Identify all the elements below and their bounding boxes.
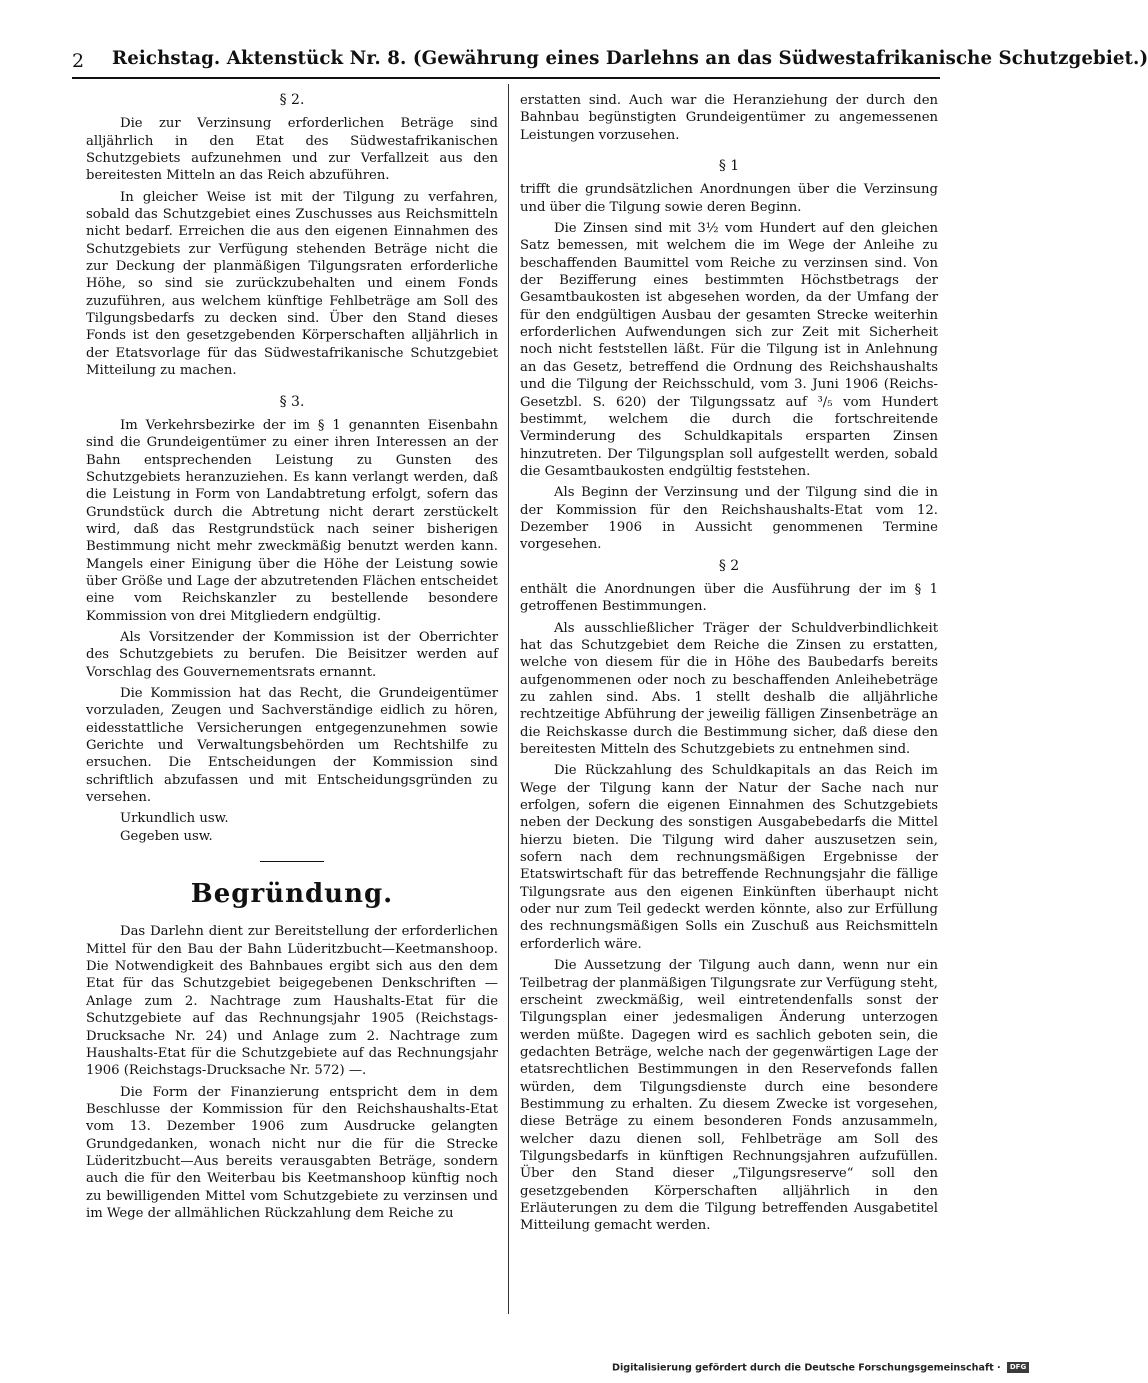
header-rule	[72, 77, 940, 79]
paragraph: Die Form der Finanzierung entspricht dem in dem Beschlusse der Kommission für den Reichshaushalts-Etat vom 13. Dezember 1906 zum Ausdrucke gelangten Grundgedanken, wonach nicht nur die für die Strecke Lüderitzbucht—Aus bereits verausgabten Beträge, sondern auch die für den Weiterbau bis Keetmanshoop künftig noch zu bewilligenden Mittel vom Schutzgebiete zu verzinsen und im Wege der allmählichen Rückzahlung dem Reiche zu	[86, 1084, 498, 1221]
section-title-begruendung: Begründung.	[190, 879, 394, 910]
paragraph: Die Rückzahlung des Schuldkapitals an das Reich im Wege der Tilgung kann der Natur der Sache nach nur erfolgen, sofern die eigenen Einnahmen des Schutzgebiets neben der Deckung des sonstigen Ausgabebedarfs die Mittel hierzu bieten. Die Tilgung wird daher auszusetzen sein, sofern nach dem rechnungsmäßigen Ergebnisse der Etatswirtschaft für das betreffende Rechnungsjahr die fällige Tilgungsrate aus den eigenen Einkünften überhaupt nicht oder nur zum Teil gedeckt werden könnte, also zur Erfüllung des rechnungsmäßigen Solls ein Zuschuß aus Reichsmitteln erforderlich wäre.	[520, 763, 938, 952]
paragraph: Als ausschließlicher Träger der Schuldverbindlichkeit hat das Schutzgebiet dem Reiche die Zinsen zu erstatten, welche von diesem für die in Höhe des Baubedarfs bereits aufgenommenen oder noch zu beschaffenden Anleihebeträge zu zahlen sind. Abs. 1 stellt deshalb die alljährliche rechtzeitige Abführung der jeweilig fälligen Zinsenbeträge an die Reichskasse durch die Bestimmung sicher, daß diese den bereitesten Mitteln des Schutzgebiets zu entnehmen sind.	[520, 620, 938, 758]
paragraph: trifft die grundsätzlichen Anordnungen über die Verzinsung und über die Tilgung sowie deren Beginn.	[520, 182, 938, 215]
paragraph: Die Zinsen sind mit 3½ vom Hundert auf den gleichen Satz bemessen, mit welchem die im Wege der Anleihe zu beschaffenden Baumittel vom Reiche zu verzinsen sind. Von der Bezifferung eines bestimmten Höchstbetrags der Gesamtbaukosten ist abgesehen worden, da der Umfang der für den endgültigen Ausbau der gesamten Strecke weiterhin erforderlichen Aufwendungen sich zur Zeit mit Sicherheit noch nicht feststellen läßt. Für die Tilgung ist in Anlehnung an das Gesetz, betreffend die Ordnung des Reichshaushalts und die Tilgung der Reichsschuld, vom 3. Juni 1906 (Reichs-Gesetzbl. S. 620) der Tilgungssatz auf ³/₅ vom Hundert bestimmt, welchem die durch die fortschreitende Verminderung des Schuldkapitals ersparten Zinsen hinzutreten. Der Tilgungsplan soll aufgestellt werden, sobald die Gesamtbaukosten endgültig feststehen.	[520, 221, 938, 479]
paragraph: In gleicher Weise ist mit der Tilgung zu verfahren, sobald das Schutzgebiet eines Zuschusses aus Reichsmitteln nicht bedarf. Erreichen die aus den eigenen Einnahmen des Schutzgebiets zur Verfügung stehenden Beträge nicht die zur Deckung der planmäßigen Tilgungsraten erforderliche Höhe, so sind sie zurückzubehalten und einem Fonds zuzuführen, aus welchem künftige Fehlbeträge am Soll des Tilgungsbedarfs zu decken sind. Über den Stand dieses Fonds ist den gesetzgebenden Körperschaften alljährlich in der Etatsvorlage für das Südwestafrikanische Schutzgebiet Mitteilung zu machen.	[86, 189, 498, 379]
column-divider	[508, 84, 509, 1314]
footer-credit	[612, 1362, 1027, 1376]
closing-line: Gegeben usw.	[120, 828, 213, 844]
section-heading-s2-right: § 2	[718, 557, 740, 574]
paragraph: Im Verkehrsbezirke der im § 1 genannten Eisenbahn sind die Grundeigentümer zu einer ihren Interessen an der Bahn entsprechenden Leistung zu Gunsten des Schutzgebiets heranzuziehen. Es kann verlangt werden, daß die Leistung in Form von Landabtretung erfolgt, sofern das Grundstück durch die Abtretung nicht derart zerstückelt wird, daß das Restgrundstück nach seiner bisherigen Bestimmung nicht mehr zweckmäßig benutzt werden kann. Mangels einer Einigung über die Höhe der Leistung sowie über Größe und Lage der abzutretenden Flächen entscheidet eine vom Reichskanzler zu bestellende besondere Kommission von drei Mitgliedern endgültig.	[86, 417, 498, 624]
section-heading-s3: § 3.	[279, 393, 305, 410]
paragraph: Die Aussetzung der Tilgung auch dann, wenn nur ein Teilbetrag der planmäßigen Tilgungsrate zur Verfügung steht, erscheint zweckmäßig, weil eintretendenfalls sonst der Tilgungsplan einer jedesmaligen Änderung unterzogen werden müßte. Dagegen wird es sachlich geboten sein, die gedachten Beträge, welche nach der gegenwärtigen Lage der etatsrechtlichen Bestimmungen in den Reservefonds fallen würden, dem Tilgungsdienste durch eine besondere Bestimmung zu erhalten. Zu diesem Zwecke ist vorgesehen, diese Beträge zu einem besonderen Fonds anzusammeln, welcher dazu dienen soll, Fehlbeträge am Soll des Tilgungsbedarfs in künftigen Rechnungsjahren aufzufüllen. Über den Stand dieser „Tilgungsreserve“ soll den gesetzgebenden Körperschaften alljährlich in den Erläuterungen zu dem die Tilgung betreffenden Ausgabetitel Mitteilung gemacht werden.	[520, 958, 938, 1234]
paragraph: Die Kommission hat das Recht, die Grundeigentümer vorzuladen, Zeugen und Sachverständige eidlich zu hören, eidesstattliche Versicherungen entgegenzunehmen sowie Gerichte und Verwaltungsbehörden um Rechtshilfe zu ersuchen. Die Entscheidungen der Kommission sind schriftlich abzufassen und mit Entscheidungsgründen zu versehen.	[86, 686, 498, 806]
page-number: 2	[72, 50, 85, 72]
right-column	[520, 92, 938, 1239]
dfg-logo-icon: DFG	[1007, 1362, 1029, 1373]
divider-rule	[260, 861, 324, 862]
footer-text: Digitalisierung gefördert durch die Deutsche Forschungsgemeinschaft ·	[612, 1362, 1001, 1374]
section-heading-s2: § 2.	[279, 92, 305, 108]
paragraph: Als Beginn der Verzinsung und der Tilgung sind die in der Kommission für den Reichshaushalts-Etat vom 12. Dezember 1906 in Aussicht genommenen Termine vorgesehen.	[520, 485, 938, 553]
paragraph: Das Darlehn dient zur Bereitstellung der erforderlichen Mittel für den Bau der Bahn Lüderitzbucht—Keetmanshoop. Die Notwendigkeit des Bahnbaues ergibt sich aus den dem Etat für das Schutzgebiet beigegebenen Denkschriften — Anlage zum 2. Nachtrage zum Haushalts-Etat für die Schutzgebiete auf das Rechnungsjahr 1905 (Reichstags-Drucksache Nr. 24) und Anlage zum 2. Nachtrage zum Haushalts-Etat für die Schutzgebiete auf das Rechnungsjahr 1906 (Reichstags-Drucksache Nr. 572) —.	[86, 924, 498, 1079]
page-header	[72, 44, 1148, 80]
paragraph: erstatten sind. Auch war die Heranziehung der durch den Bahnbau begünstigten Grundeigentümer zu angemessenen Leistungen vorzusehen.	[520, 93, 938, 143]
paragraph: Die zur Verzinsung erforderlichen Beträge sind alljährlich in den Etat des Südwestafrikanischen Schutzgebiets aufzunehmen und zur Verfallzeit aus den bereitesten Mitteln an das Reich abzuführen.	[86, 116, 498, 184]
section-heading-s1: § 1	[718, 158, 740, 175]
closing-line: Urkundlich usw.	[120, 811, 229, 827]
paragraph: Als Vorsitzender der Kommission ist der Oberrichter des Schutzgebiets zu berufen. Die Beisitzer werden auf Vorschlag des Gouvernementsrats ernannt.	[86, 629, 498, 680]
page-title: Reichstag. Aktenstück Nr. 8. (Gewährung eines Darlehns an das Südwestafrikanische Schutzgebiet.)	[112, 48, 1148, 69]
paragraph: enthält die Anordnungen über die Ausführung der im § 1 getroffenen Bestimmungen.	[520, 581, 938, 615]
left-column	[86, 92, 498, 1226]
